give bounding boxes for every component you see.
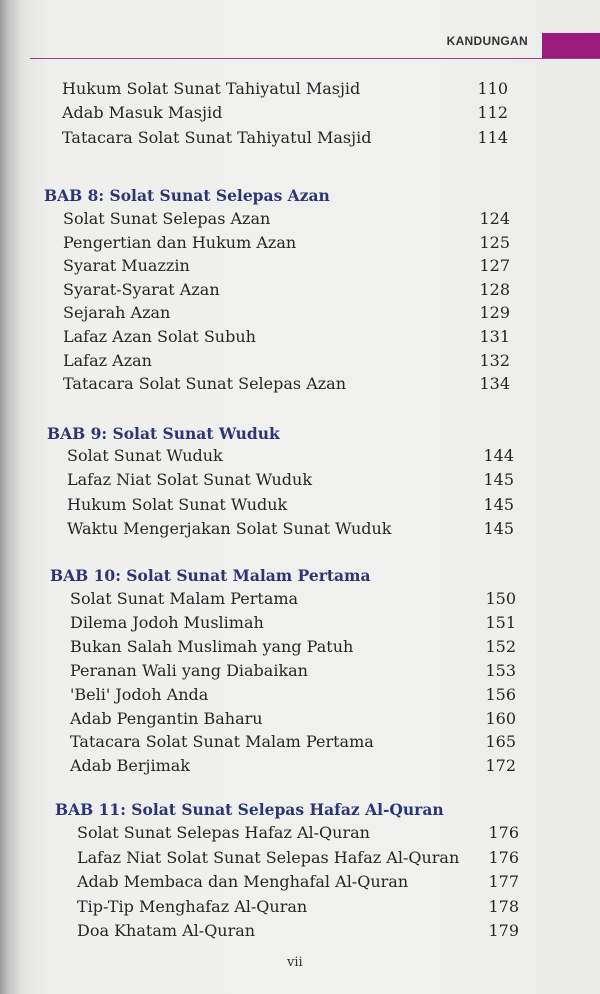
toc-entry-title: Solat Sunat Malam Pertama [70, 589, 299, 608]
toc-entry-title: Syarat-Syarat Azan [63, 280, 220, 299]
toc-entry-title: Tatacara Solat Sunat Tahiyatul Masjid [62, 128, 372, 147]
toc-entry [67, 493, 514, 517]
toc-entry-title: Hukum Solat Sunat Tahiyatul Masjid [62, 79, 361, 98]
toc-entry [70, 707, 516, 731]
toc-entry-page: 178 [488, 897, 519, 916]
toc-entry-title: Tatacara Solat Sunat Selepas Azan [63, 374, 347, 393]
toc-entry-title: Solat Sunat Selepas Azan [63, 209, 271, 228]
toc-entry [62, 126, 508, 150]
toc-entry-title: Solat Sunat Selepas Hafaz Al-Quran [77, 823, 370, 842]
toc-entry-title: Tatacara Solat Sunat Malam Pertama [70, 732, 374, 751]
toc-entry-page: 172 [485, 756, 516, 775]
toc-entry-page: 145 [483, 519, 514, 538]
toc-entry-title: Pengertian dan Hukum Azan [63, 233, 297, 252]
toc-entry-page: 152 [485, 637, 516, 656]
toc-entry-page: 150 [485, 589, 516, 608]
toc-entry [67, 444, 514, 468]
toc-entry-title: Waktu Mengerjakan Solat Sunat Wuduk [67, 519, 392, 538]
toc-entry-title: Tip-Tip Menghafaz Al-Quran [77, 897, 308, 916]
toc-entry [70, 635, 516, 659]
toc-entry-title: Lafaz Niat Solat Sunat Selepas Hafaz Al-Quran [77, 848, 460, 867]
toc-entry-page: 151 [485, 613, 516, 632]
toc-entry-page: 176 [488, 848, 519, 867]
toc-entry [77, 846, 519, 870]
toc-entry-page: 128 [479, 280, 510, 299]
chapter-heading: BAB 11: Solat Sunat Selepas Hafaz Al-Quran [55, 800, 444, 819]
toc-entry-page: 177 [488, 872, 519, 891]
toc-entry-title: Lafaz Niat Solat Sunat Wuduk [67, 470, 313, 489]
toc-entry [70, 659, 516, 683]
toc-entry-page: 160 [485, 709, 516, 728]
toc-entry-page: 134 [479, 374, 510, 393]
toc-entry-page: 110 [477, 79, 508, 98]
toc-entry [77, 895, 519, 919]
toc-entry [70, 611, 516, 635]
toc-entry [62, 101, 508, 125]
toc-entry-title: Lafaz Azan [63, 351, 152, 370]
toc-entry-title: 'Beli' Jodoh Anda [70, 685, 209, 704]
toc-entry-page: 144 [483, 446, 514, 465]
chapter-heading: BAB 8: Solat Sunat Selepas Azan [44, 186, 330, 205]
toc-entry [63, 231, 510, 255]
toc-entry [70, 683, 516, 707]
toc-entry-page: 165 [485, 732, 516, 751]
toc-entry [77, 821, 519, 845]
toc-entry-page: 156 [485, 685, 516, 704]
toc-entry-page: 145 [483, 495, 514, 514]
toc-entry-title: Adab Pengantin Baharu [70, 709, 263, 728]
toc-entry [77, 870, 519, 894]
toc-entry-page: 112 [477, 103, 508, 122]
toc-entry [70, 730, 516, 754]
toc-entry [67, 468, 514, 492]
toc-entry-title: Adab Masuk Masjid [62, 103, 223, 122]
toc-entry [63, 278, 510, 302]
toc-entry [67, 517, 514, 541]
toc-entry-page: 131 [479, 327, 510, 346]
toc-entry-page: 125 [479, 233, 510, 252]
toc-entry-title: Solat Sunat Wuduk [67, 446, 223, 465]
toc-entry-page: 176 [488, 823, 519, 842]
toc-entry-title: Adab Berjimak [70, 756, 191, 775]
chapter-heading: BAB 9: Solat Sunat Wuduk [47, 424, 280, 443]
toc-entry [63, 372, 510, 396]
toc-entry-title: Sejarah Azan [63, 303, 171, 322]
toc-entry-title: Doa Khatam Al-Quran [77, 921, 256, 940]
toc-entry [62, 77, 508, 101]
toc-entry-page: 114 [477, 128, 508, 147]
toc-entry-title: Hukum Solat Sunat Wuduk [67, 495, 288, 514]
toc-entry [63, 207, 510, 231]
toc-entry [70, 587, 516, 611]
toc-entry [63, 325, 510, 349]
toc-entry-title: Syarat Muazzin [63, 256, 190, 275]
running-header: KANDUNGAN [446, 34, 528, 48]
toc-entry-page: 132 [479, 351, 510, 370]
chapter-heading: BAB 10: Solat Sunat Malam Pertama [50, 566, 371, 585]
toc-entry-page: 153 [485, 661, 516, 680]
toc-entry [63, 349, 510, 373]
toc-entry-page: 145 [483, 470, 514, 489]
toc-entry-page: 179 [488, 921, 519, 940]
toc-entry [77, 919, 519, 943]
toc-entry [70, 754, 516, 778]
toc-entry-page: 129 [479, 303, 510, 322]
toc-entry-title: Dilema Jodoh Muslimah [70, 613, 264, 632]
toc-entry-title: Lafaz Azan Solat Subuh [63, 327, 256, 346]
toc-entry [63, 254, 510, 278]
page-number: vii [287, 955, 303, 970]
toc-entry [63, 301, 510, 325]
toc-entry-page: 124 [479, 209, 510, 228]
toc-entry-title: Adab Membaca dan Menghafal Al-Quran [77, 872, 409, 891]
toc-entry-title: Peranan Wali yang Diabaikan [70, 661, 308, 680]
toc-entry-page: 127 [479, 256, 510, 275]
toc-entry-title: Bukan Salah Muslimah yang Patuh [70, 637, 354, 656]
